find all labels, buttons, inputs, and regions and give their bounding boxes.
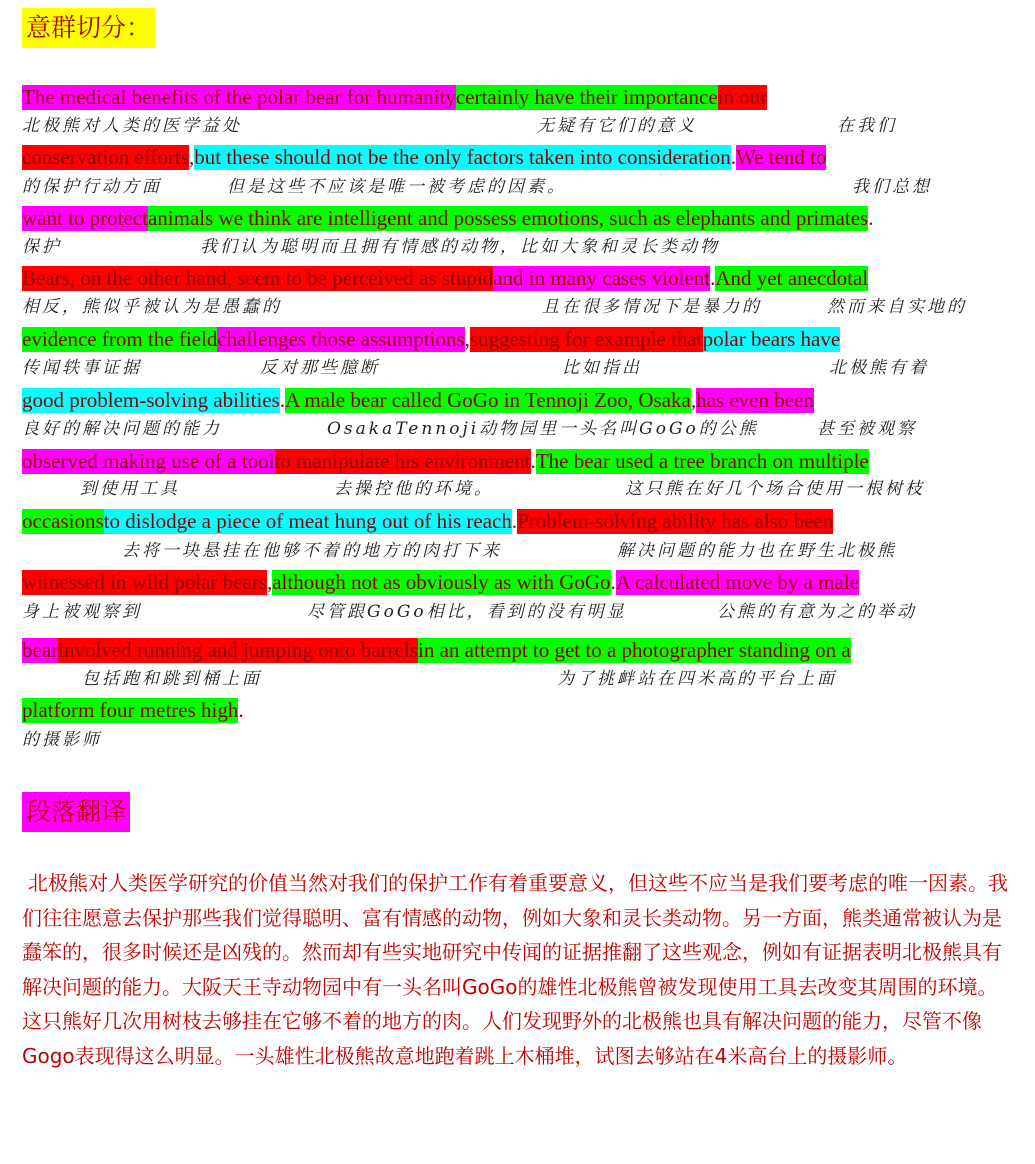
english-chunk: involved running and jumping onto barrels [58, 638, 419, 662]
english-chunk: We tend to [736, 145, 827, 169]
chinese-gloss: 且在很多情况下是暴力的 [542, 297, 762, 317]
chinese-gloss-line [22, 727, 1022, 753]
english-line [22, 570, 859, 595]
english-line [22, 388, 814, 413]
chinese-gloss: 然而来自实地的 [827, 297, 967, 317]
english-chunk: The bear used a tree branch on multiple [535, 449, 869, 473]
chinese-gloss: 北极熊对人类的医学益处 [22, 116, 242, 136]
english-chunk: , [690, 388, 697, 412]
english-chunk: witnessed in wild polar bears [22, 570, 267, 594]
chinese-gloss: 良好的解决问题的能力 [22, 419, 222, 439]
english-chunk: animals we think are intelligent and possess emotions, such as elephants and primates [147, 206, 869, 230]
english-chunk: . [868, 206, 874, 230]
english-chunk: in an attempt to get to a photographer standing on a [418, 638, 851, 662]
english-chunk: to dislodge a piece of meat hung out of his reach [103, 509, 512, 533]
chinese-gloss: 相反，熊似乎被认为是愚蠢的 [22, 297, 282, 317]
chinese-gloss-line [22, 113, 1022, 139]
english-chunk: suggesting for example that [469, 327, 703, 351]
chinese-gloss: 去操控他的环境。 [334, 479, 494, 499]
english-chunk: A calculated move by a male [615, 570, 859, 594]
english-chunk: A male bear called GoGo in Tennoji Zoo, Osaka [285, 388, 691, 412]
english-chunk: platform four metres high [22, 698, 239, 722]
chinese-gloss: 我们总想 [852, 177, 932, 197]
english-line [22, 638, 851, 663]
english-chunk: The medical benefits of the polar bear for humanity [22, 85, 456, 109]
english-chunk: and in many cases violent [493, 266, 711, 290]
chinese-gloss-line [22, 294, 1022, 320]
english-chunk: . [530, 449, 536, 473]
english-line [22, 266, 868, 291]
english-chunk: . [511, 509, 518, 533]
chinese-gloss: 公熊的有意为之的举动 [717, 602, 917, 622]
english-chunk: bear [22, 638, 59, 662]
english-chunk: good problem-solving abilities [22, 388, 280, 412]
english-chunk: . [730, 145, 737, 169]
translation-paragraph: 北极熊对人类医学研究的价值当然对我们的保护工作有着重要意义，但这些不应当是我们要考虑的唯一因素。我们往往愿意去保护那些我们觉得聪明、富有情感的动物，例如大象和灵长类动物。另一方面，熊类通常被认为是蠢笨的，很多时候还是凶残的。然而却有些实地研究中传闻的证据推翻了这些观念，例如有证据表明北极熊具有解决问题的能力。大阪天王寺动物园中有一头名叫GoGo的雄性北极熊曾被发现使用工具去改变其周围的环境。这只熊好几次用树枝去够挂在它够不着的地方的肉。人们发现野外的北极熊也具有解决问题的能力，尽管不像Gogo表现得这么明显。一头雄性北极熊故意地跑着跳上木桶堆，试图去够站在4米高台上的摄影师。 [22, 871, 1008, 1068]
heading-chunking: 意群切分： [22, 8, 155, 48]
english-chunk: And yet anecdotal [715, 266, 869, 290]
chinese-gloss: 在我们 [837, 116, 897, 136]
chinese-gloss: OsakaTennoji动物园里一头名叫GoGo的公熊 [327, 419, 759, 439]
chinese-gloss-line [22, 476, 1022, 502]
chinese-gloss-line [22, 599, 1022, 625]
english-chunk: in our [717, 85, 768, 109]
chinese-gloss: 北极熊有着 [829, 358, 929, 378]
chinese-gloss: 无疑有它们的意义 [537, 116, 697, 136]
english-line [22, 85, 767, 110]
english-chunk: Bears, on the other hand, seem to be perceived as stupid [22, 266, 494, 290]
chinese-gloss-line [22, 174, 1022, 200]
chinese-gloss: 的摄影师 [22, 730, 102, 750]
english-chunk: , [266, 570, 273, 594]
english-line [22, 145, 826, 170]
chinese-gloss-line [22, 538, 1022, 564]
chinese-gloss: 包括跑和跳到桶上面 [82, 669, 262, 689]
english-chunk: , [188, 145, 195, 169]
english-chunk: Problem-solving ability has also been [517, 509, 834, 533]
chinese-gloss: 但是这些不应该是唯一被考虑的因素。 [227, 177, 567, 197]
english-chunk: . [610, 570, 616, 594]
english-line [22, 206, 873, 231]
chinese-gloss: 为了挑衅站在四米高的平台上面 [557, 669, 837, 689]
chinese-gloss: 的保护行动方面 [22, 177, 162, 197]
chinese-gloss: 反对那些臆断 [260, 358, 380, 378]
english-chunk: evidence from the field [22, 327, 218, 351]
english-chunk: to manipulate his environment [274, 449, 531, 473]
chinese-gloss: 这只熊在好几个场合使用一根树枝 [625, 479, 925, 499]
english-chunk: although not as obviously as with GoGo [272, 570, 611, 594]
chinese-gloss: 到使用工具 [80, 479, 180, 499]
chinese-gloss-line [22, 355, 1022, 381]
english-chunk: challenges those assumptions [217, 327, 465, 351]
english-line [22, 698, 244, 723]
chinese-gloss: 解决问题的能力也在野生北极熊 [617, 541, 897, 561]
english-line [22, 509, 833, 534]
english-line [22, 449, 869, 474]
english-chunk: has even been [696, 388, 814, 412]
chinese-gloss: 甚至被观察 [817, 419, 917, 439]
english-chunk: , [464, 327, 470, 351]
english-line [22, 327, 840, 352]
english-chunk: polar bears have [702, 327, 841, 351]
english-chunk: . [279, 388, 286, 412]
chinese-gloss: 保护 [22, 237, 62, 257]
chinese-gloss: 传闻轶事证据 [22, 358, 142, 378]
chinese-gloss: 尽管跟GoGo相比，看到的没有明显 [307, 602, 627, 622]
english-chunk: . [710, 266, 716, 290]
english-chunk: occasions [22, 509, 104, 533]
english-chunk: observed making use of a tool [22, 449, 275, 473]
chinese-gloss-line [22, 666, 1022, 692]
chinese-gloss: 比如指出 [562, 358, 642, 378]
english-chunk: certainly have their importance [455, 85, 718, 109]
english-chunk: . [238, 698, 244, 722]
english-chunk: want to protect [22, 206, 148, 230]
english-chunk: conservation efforts [22, 145, 189, 169]
english-chunk: but these should not be the only factors taken into consideration [194, 145, 731, 169]
chinese-gloss: 身上被观察到 [22, 602, 142, 622]
heading-translation: 段落翻译 [22, 792, 130, 832]
chinese-gloss-line [22, 234, 1022, 260]
chinese-gloss: 我们认为聪明而且拥有情感的动物，比如大象和灵长类动物 [200, 237, 720, 257]
chinese-gloss-line [22, 416, 1022, 442]
chinese-gloss: 去将一块悬挂在他够不着的地方的肉打下来 [122, 541, 502, 561]
